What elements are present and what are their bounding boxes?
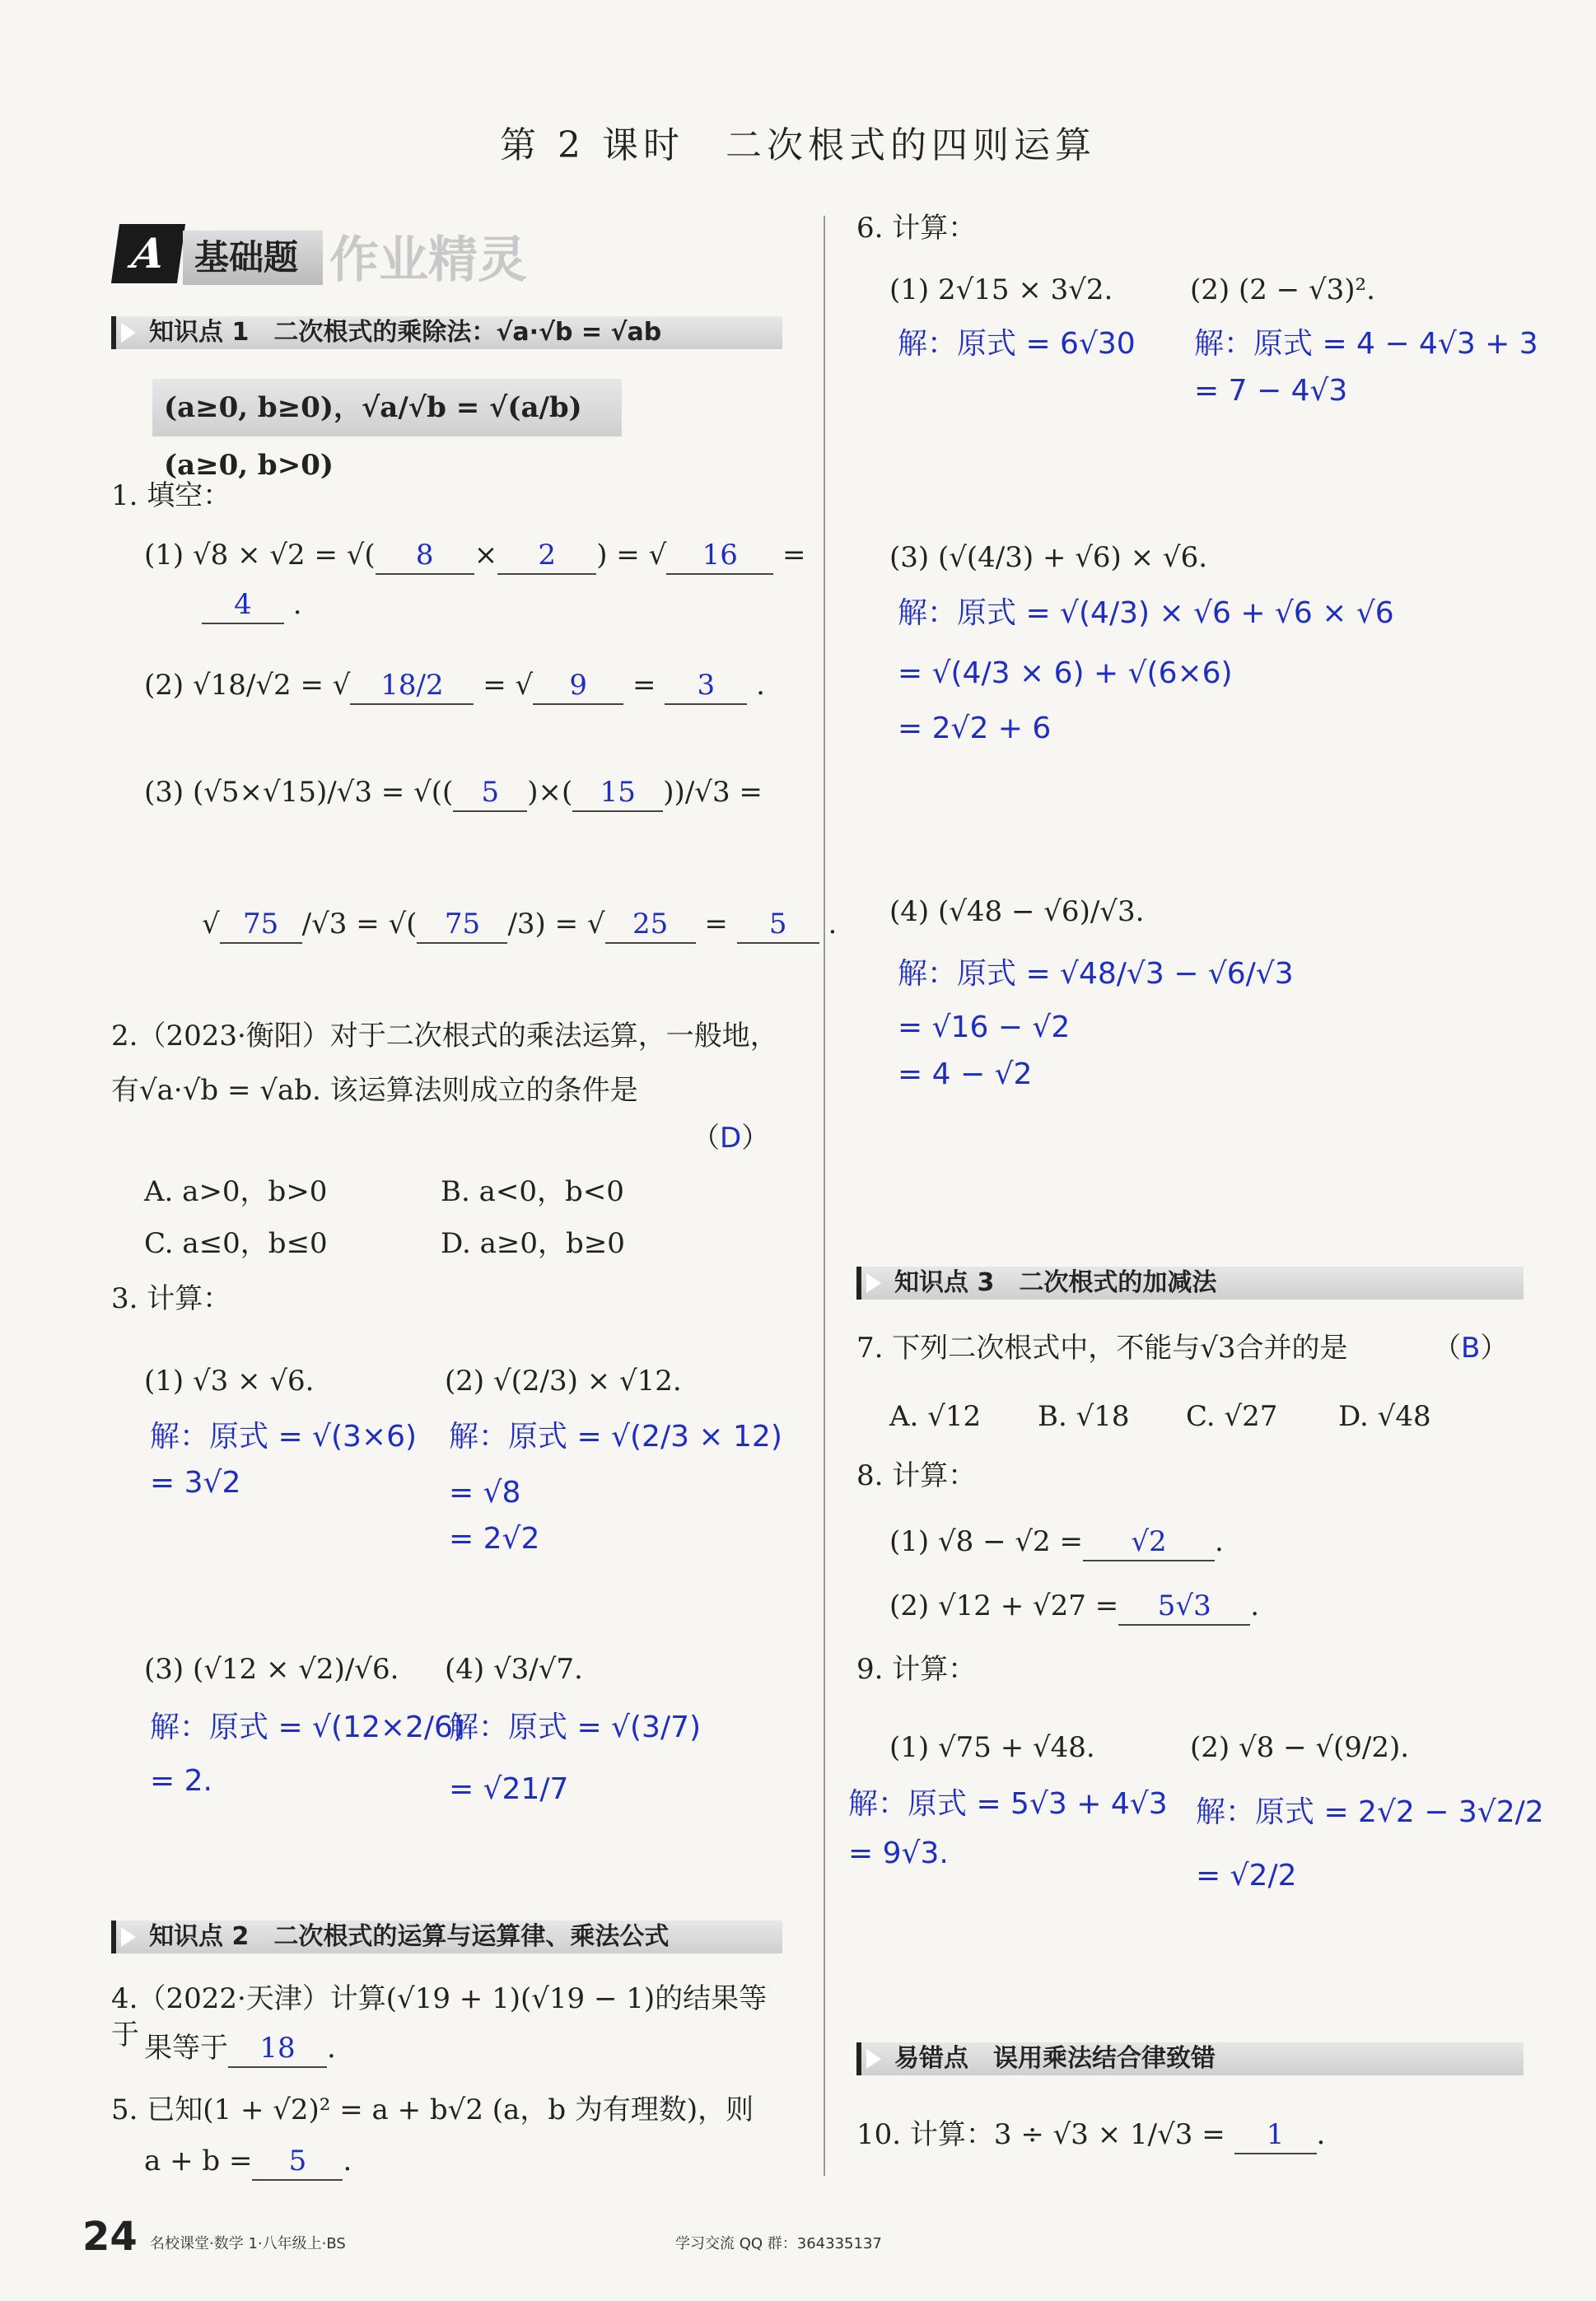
q10-stem: 10. 计算：3 ÷ √3 × 1/√3 =: [856, 2118, 1225, 2151]
q8-part2-expr: (2) √12 + √27 =: [889, 1589, 1119, 1622]
q3-part3: (3) (√12 × √2)/√6.: [144, 1653, 399, 1686]
q8-part1: (1) √8 − √2 = √2 .: [889, 1524, 1224, 1561]
page-title: 第 2 课时 二次根式的四则运算: [500, 124, 1096, 166]
q7-stem: 7. 下列二次根式中，不能与√3合并的是: [856, 1332, 1348, 1365]
q7-option-c[interactable]: C. √27: [1186, 1400, 1278, 1433]
q3-part2-answer-1: 解：原式 = √(2/3 × 12): [449, 1420, 782, 1454]
q3-part3-answer-2: = 2.: [150, 1764, 212, 1798]
q5-stem2: a + b =: [144, 2145, 253, 2177]
q8-part1-expr: (1) √8 − √2 =: [889, 1525, 1083, 1558]
q9-part1-answer-2: = 9√3.: [848, 1837, 949, 1870]
play-triangle-icon: [121, 323, 136, 343]
q1-p3-blank-b[interactable]: 15: [572, 774, 663, 812]
q2-answer: D: [720, 1122, 742, 1155]
kp3-label: 知识点 3 二次根式的加减法: [894, 1268, 1217, 1297]
q7-answer: B: [1461, 1332, 1481, 1365]
watermark: 作业精灵: [329, 231, 527, 289]
q6-part4-answer-3: = 4 − √2: [898, 1057, 1033, 1091]
q1-p1-blank-d[interactable]: 4: [202, 586, 284, 624]
q3-part1-answer-2: = 3√2: [150, 1466, 241, 1500]
q9-part1: (1) √75 + √48.: [889, 1731, 1095, 1764]
q2-option-b[interactable]: B. a<0，b<0: [441, 1175, 624, 1208]
kp1-formula: (a≥0, b≥0)，√a/√b = √(a/b) (a≥0, b>0): [152, 379, 622, 436]
q1-p1-blank-b[interactable]: 2: [497, 537, 596, 575]
q6-part1-answer-1: 解：原式 = 6√30: [898, 327, 1136, 361]
q1-p2-blank-b[interactable]: 9: [533, 667, 623, 705]
q6-part3: (3) (√(4/3) + √6) × √6.: [889, 541, 1208, 574]
q5-blank-line: a + b = 5 .: [144, 2143, 352, 2181]
q1-stem: 1. 填空：: [111, 479, 231, 512]
q1-part3: (3) (√5×√15)/√3 = √(( 5 )×( 15 ))/√3 =: [144, 774, 763, 812]
q1-part1: (1) √8 × √2 = √( 8 × 2 ) = √ 16 =: [144, 537, 806, 575]
knowledge-point-3-header: [856, 1267, 1524, 1300]
play-triangle-icon: [121, 1927, 136, 1947]
q4-stem: 4.（2022·天津）计算(√19 + 1)(√19 − 1)的结果等于: [111, 1982, 768, 2051]
q3-part2: (2) √(2/3) × √12.: [445, 1365, 682, 1398]
q1-p3-blank-c[interactable]: 75: [220, 906, 302, 944]
q6-part3-answer-1: 解：原式 = √(4/3) × √6 + √6 × √6: [898, 596, 1394, 630]
q9-part2-answer-2: = √2/2: [1196, 1859, 1297, 1893]
q1-p3-blank-e[interactable]: 25: [605, 906, 696, 944]
q1-part3-line2: √ 75 /√3 = √( 75 /3) = √ 25 = 5 .: [202, 906, 837, 944]
q1-p2-blank-c[interactable]: 3: [665, 667, 747, 705]
q2-option-c[interactable]: C. a≤0，b≤0: [144, 1227, 328, 1260]
section-badge: A: [111, 224, 185, 283]
q4-answer[interactable]: 18: [228, 2030, 327, 2068]
q3-part4-answer-1: 解：原式 = √(3/7): [449, 1711, 702, 1744]
q6-part1: (1) 2√15 × 3√2.: [889, 273, 1113, 306]
q4-blank-line: 果等于 18 .: [144, 2030, 336, 2068]
q7-option-d[interactable]: D. √48: [1338, 1400, 1431, 1433]
q10-answer[interactable]: 1: [1234, 2117, 1317, 2154]
q3-part1-answer-1: 解：原式 = √(3×6): [150, 1420, 418, 1454]
knowledge-point-1-header: [111, 316, 782, 349]
q2-stem: 2.（2023·衡阳）对于二次根式的乘法运算，一般地，有√a·√b = √ab. 该运算法则成立的条件是: [111, 1020, 778, 1107]
q5-stem: 5. 已知(1 + √2)² = a + b√2 (a，b 为有理数)，则: [111, 2093, 754, 2126]
footer-book-info: 名校课堂·数学 1·八年级上·BS: [150, 2235, 346, 2252]
q8-stem: 8. 计算：: [856, 1459, 977, 1492]
q1-p1-blank-c[interactable]: 16: [666, 537, 773, 575]
q7-option-b[interactable]: B. √18: [1038, 1400, 1130, 1433]
q1-p3-blank-f[interactable]: 5: [737, 906, 819, 944]
q1-p3-blank-a[interactable]: 5: [453, 774, 527, 812]
q9-stem: 9. 计算：: [856, 1653, 977, 1686]
q2-answer-paren: （D）: [692, 1122, 770, 1155]
q5-answer[interactable]: 5: [252, 2143, 343, 2181]
q6-part3-answer-3: = 2√2 + 6: [898, 712, 1052, 745]
q3-part4: (4) √3/√7.: [445, 1653, 583, 1686]
q9-part2-answer-1: 解：原式 = 2√2 − 3√2/2: [1196, 1795, 1544, 1829]
q6-part3-answer-2: = √(4/3 × 6) + √(6×6): [898, 656, 1233, 690]
error-prone-header: [856, 2042, 1524, 2075]
q8-part2-answer[interactable]: 5√3: [1118, 1588, 1250, 1626]
knowledge-point-2-header: [111, 1921, 782, 1953]
q2-option-d[interactable]: D. a≥0，b≥0: [441, 1227, 625, 1260]
q3-part3-answer-1: 解：原式 = √(12×2/6): [150, 1711, 464, 1744]
q10-line: 10. 计算：3 ÷ √3 × 1/√3 = 1 .: [856, 2117, 1325, 2154]
q6-part2-answer-1: 解：原式 = 4 − 4√3 + 3: [1194, 327, 1538, 361]
q3-part4-answer-2: = √21/7: [449, 1772, 569, 1806]
q1-p3-blank-d[interactable]: 75: [417, 906, 507, 944]
kp1-line1: 知识点 1 二次根式的乘除法：√a·√b = √ab: [149, 318, 662, 347]
q8-part1-answer[interactable]: √2: [1083, 1524, 1215, 1561]
section-label: 基础题: [183, 231, 323, 285]
q3-stem: 3. 计算：: [111, 1282, 231, 1315]
q1-p1-blank-a[interactable]: 8: [376, 537, 474, 575]
page-number: 24: [82, 2214, 138, 2260]
q1-p2-blank-a[interactable]: 18/2: [350, 667, 474, 705]
q1-part2: (2) √18/√2 = √ 18/2 = √ 9 = 3 .: [144, 667, 765, 705]
column-divider: [824, 216, 825, 2176]
q2-option-a[interactable]: A. a>0，b>0: [144, 1175, 328, 1208]
q1-part1-result: 4 .: [202, 586, 302, 624]
q6-part4-answer-2: = √16 − √2: [898, 1010, 1071, 1044]
q7-option-a[interactable]: A. √12: [889, 1400, 982, 1433]
q6-part4-answer-1: 解：原式 = √48/√3 − √6/√3: [898, 957, 1294, 991]
q3-part1: (1) √3 × √6.: [144, 1365, 315, 1398]
play-triangle-icon: [866, 2049, 881, 2069]
q6-stem: 6. 计算：: [856, 212, 977, 245]
footer-qq-group: 学习交流 QQ 群：364335137: [675, 2235, 882, 2252]
q8-part2: (2) √12 + √27 = 5√3 .: [889, 1588, 1259, 1626]
kp2-label: 知识点 2 二次根式的运算与运算律、乘法公式: [149, 1922, 670, 1951]
play-triangle-icon: [866, 1273, 881, 1293]
q6-part4: (4) (√48 − √6)/√3.: [889, 895, 1145, 928]
q6-part2: (2) (2 − √3)².: [1190, 273, 1375, 306]
q7-answer-paren: （B）: [1433, 1332, 1509, 1365]
q9-part1-answer-1: 解：原式 = 5√3 + 4√3: [848, 1787, 1168, 1821]
q9-part2: (2) √8 − √(9/2).: [1190, 1731, 1410, 1764]
q3-part2-answer-3: = 2√2: [449, 1522, 540, 1556]
kp4-label: 易错点 误用乘法结合律致错: [894, 2044, 1216, 2073]
q6-part2-answer-2: = 7 − 4√3: [1194, 374, 1348, 408]
q3-part2-answer-2: = √8: [449, 1476, 521, 1510]
